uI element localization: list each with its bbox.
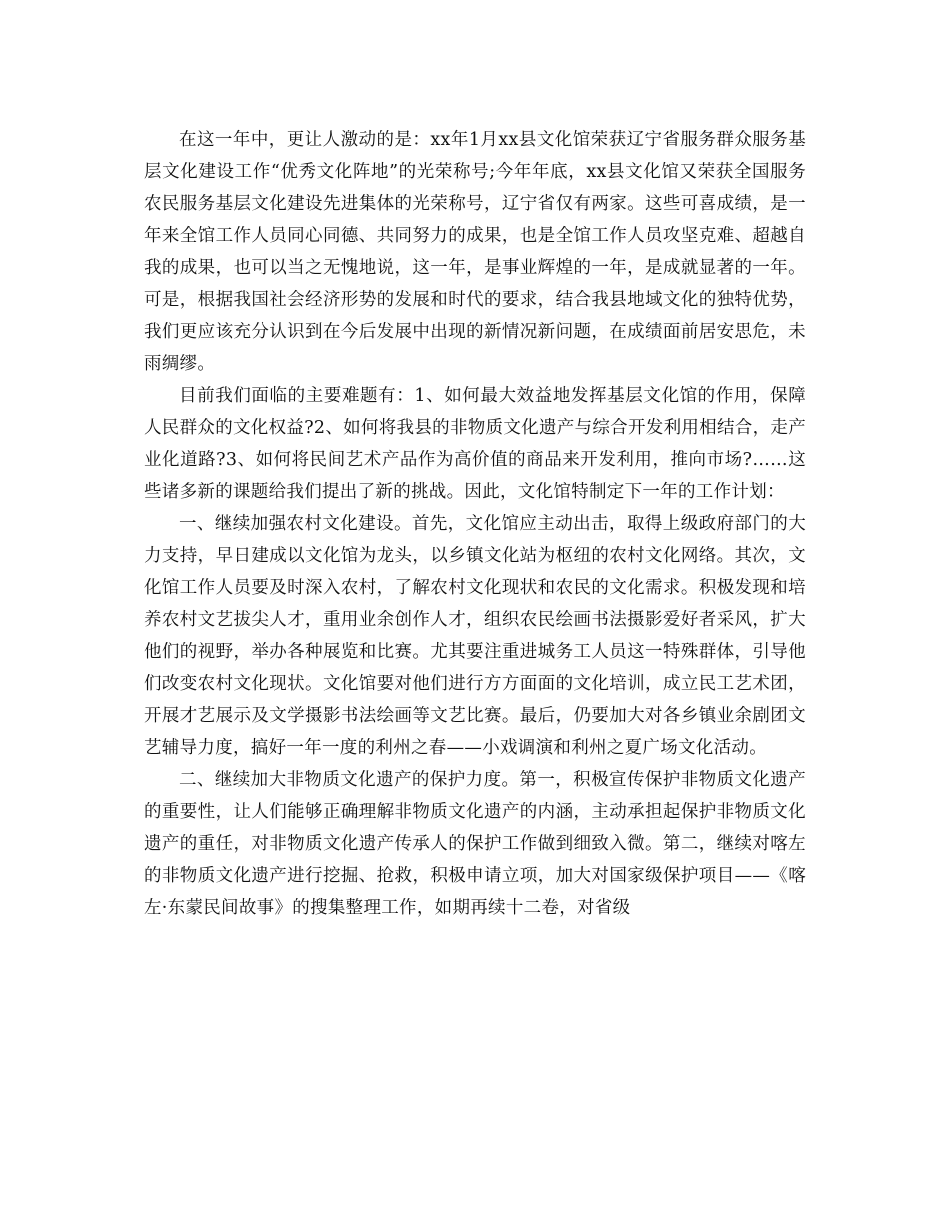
paragraph-challenges: 目前我们面临的主要难题有：1、如何最大效益地发挥基层文化馆的作用，保障人民群众的文化权益?2、如何将我县的非物质文化遗产与综合开发利用相结合，走产业化道路?3、如何将民间艺术产品作为高价值的商品来开发利用，推向市场?……这些诸多新的课题给我们提出了新的挑战。因此，文化馆特制定下一年的工作计划： <box>144 386 806 502</box>
paragraph-achievements: 在这一年中，更让人激动的是：xx年1月xx县文化馆荣获辽宁省服务群众服务基层文化建设工作“优秀文化阵地”的光荣称号;今年年底，xx县文化馆又荣获全国服务农民服务基层文化建设先进集体的光荣称号，辽宁省仅有两家。这些可喜成绩，是一年来全馆工作人员同心同德、共同努力的成果，也是全馆工作人员攻坚克难、超越自我的成果，也可以当之无愧地说，这一年，是事业辉煌的一年，是成就显著的一年。可是，根据我国社会经济形势的发展和时代的要求，结合我县地域文化的独特优势，我们更应该充分认识到在今后发展中出现的新情况新问题，在成绩面前居安思危，未雨绸缪。 <box>144 130 806 374</box>
document-body <box>144 124 806 924</box>
paragraph-rural-culture: 一、继续加强农村文化建设。首先，文化馆应主动出击，取得上级政府部门的大力支持，早日建成以文化馆为龙头，以乡镇文化站为枢纽的农村文化网络。其次，文化馆工作人员要及时深入农村，了解农村文化现状和农民的文化需求。积极发现和培养农村文艺拔尖人才，重用业余创作人才，组织农民绘画书法摄影爱好者采风，扩大他们的视野，举办各种展览和比赛。尤其要注重进城务工人员这一特殊群体，引导他们改变农村文化现状。文化馆要对他们进行方方面面的文化培训，成立民工艺术团，开展才艺展示及文学摄影书法绘画等文艺比赛。最后，仍要加大对各乡镇业余剧团文艺辅导力度，搞好一年一度的利州之春——小戏调演和利州之夏广场文化活动。 <box>144 514 806 758</box>
paragraph-intangible-heritage: 二、继续加大非物质文化遗产的保护力度。第一，积极宣传保护非物质文化遗产的重要性，让人们能够正确理解非物质文化遗产的内涵，主动承担起保护非物质文化遗产的重任，对非物质文化遗产传承人的保护工作做到细致入微。第二，继续对喀左的非物质文化遗产进行挖掘、抢救，积极申请立项，加大对国家级保护项目——《喀左·东蒙民间故事》的搜集整理工作，如期再续十二卷，对省级 <box>144 770 806 918</box>
